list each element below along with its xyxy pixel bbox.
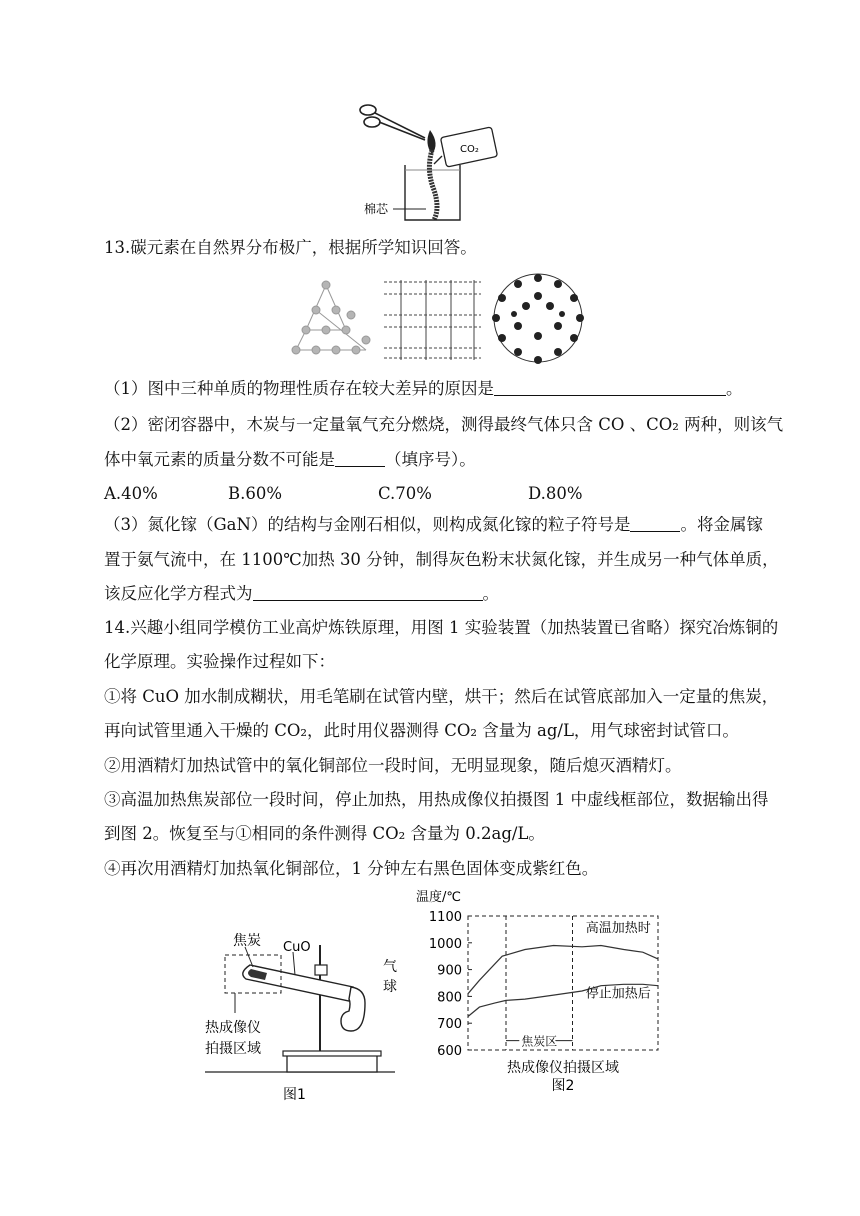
option-a: A.40% [104, 484, 158, 503]
q13-part3-line1-b: 。将金属镓 [680, 515, 763, 534]
q13-part2-line2 [104, 449, 476, 471]
series-label-stop: 停止加热后 [585, 986, 651, 1002]
q14-step1-line1: ①将 CuO 加水制成糊状，用毛笔刷在试管内壁，烘干；然后在试管底部加入一定量的焦炭， [104, 687, 779, 706]
y-tick-label: 700 [437, 1017, 462, 1033]
carbon-allotropes-figure [286, 270, 586, 365]
answer-blank-4[interactable] [253, 584, 483, 601]
co2-label: CO₂ [460, 144, 479, 155]
temperature-chart [410, 885, 680, 1100]
fig1-caption: 图1 [283, 1087, 306, 1103]
series-label-high: 高温加热时 [585, 921, 651, 937]
region-label: 焦炭区 [521, 1034, 558, 1049]
q13-part3-line2: 置于氨气流中，在 1100℃加热 30 分钟，制得灰色粉末状氮化镓，并生成另一种气体单质， [104, 550, 779, 569]
label-balloon-1: 气 [383, 959, 397, 975]
q13-part2-line2-a: 体中氧元素的质量分数不可能是 [104, 450, 335, 469]
q14-step3-line2: 到图 2。恢复至与①相同的条件测得 CO₂ 含量为 0.2ag/L。 [104, 824, 545, 843]
q14-step3-line1: ③高温加热焦炭部位一段时间，停止加热，用热成像仪拍摄图 1 中虚线框部位，数据输出得 [104, 790, 769, 809]
label-coke: 焦炭 [233, 933, 261, 949]
label-cuo: CuO [283, 940, 311, 955]
diamond-structure-icon [292, 281, 370, 354]
label-balloon-2: 球 [383, 979, 397, 995]
label-area-2: 拍摄区域 [205, 1041, 261, 1057]
option-b: B.60% [228, 484, 283, 503]
q13-part2-line1: （2）密闭容器中，木炭与一定量氧气充分燃烧，测得最终气体只含 CO 、CO₂ 两种，则该气 [104, 415, 784, 434]
q14-stem-line2: 化学原理。实验操作过程如下： [104, 652, 335, 671]
q14-step1-line2: 再向试管里通入干燥的 CO₂，此时用仪器测得 CO₂ 含量为 ag/L，用气球密封试管口。 [104, 721, 739, 740]
beaker-figure [350, 100, 510, 225]
q13-stem: 13.碳元素在自然界分布极广，根据所学知识回答。 [104, 238, 477, 257]
q13-part3-line3 [104, 583, 499, 605]
q13-part1-text: （1）图中三种单质的物理性质存在较大差异的原因是 [104, 379, 494, 398]
answer-blank-2[interactable] [335, 450, 385, 467]
chart-frame [468, 916, 658, 1050]
answer-blank-1[interactable] [494, 379, 726, 396]
label-area-1: 热成像仪 [205, 1020, 261, 1036]
apparatus-figure-1 [205, 925, 405, 1105]
option-d: D.80% [528, 484, 583, 503]
q14-step4: ④再次用酒精灯加热氧化铜部位，1 分钟左右黑色固体变成紫红色。 [104, 859, 599, 878]
y-tick-label: 900 [437, 963, 462, 979]
option-c: C.70% [378, 484, 432, 503]
q13-part2-line2-b: （填序号）。 [385, 450, 476, 469]
q13-part3-line1 [104, 514, 763, 536]
q14-stem-line1: 14.兴趣小组同学模仿工业高炉炼铁原理，用图 1 实验装置（加热装置已省略）探究冶炼铜的 [104, 618, 779, 637]
fullerene-structure-icon [492, 274, 584, 364]
q13-part1-end: 。 [726, 379, 743, 398]
y-tick-label: 1100 [428, 910, 462, 925]
test-tube-icon [243, 965, 353, 1001]
graphite-structure-icon [384, 280, 481, 360]
y-tick-label: 600 [437, 1044, 462, 1059]
q13-part3-line1-a: （3）氮化镓（GaN）的结构与金刚石相似，则构成氮化镓的粒子符号是 [104, 515, 631, 534]
y-tick-label: 800 [437, 990, 462, 1006]
q14-step2: ②用酒精灯加热试管中的氧化铜部位一段时间，无明显现象，随后熄灭酒精灯。 [104, 756, 682, 775]
tongs-icon [360, 105, 425, 140]
q13-part3-line3-a: 该反应化学方程式为 [104, 584, 253, 603]
q13-part1 [104, 378, 743, 400]
cotton-label: 棉芯 [364, 202, 389, 216]
chart-xlabel: 热成像仪拍摄区域 [507, 1060, 619, 1076]
answer-blank-3[interactable] [630, 515, 680, 532]
q13-part3-line3-b: 。 [482, 584, 499, 603]
chart-ylabel: 温度/℃ [416, 890, 461, 905]
y-tick-label: 1000 [428, 936, 462, 952]
fig2-caption: 图2 [551, 1078, 575, 1094]
